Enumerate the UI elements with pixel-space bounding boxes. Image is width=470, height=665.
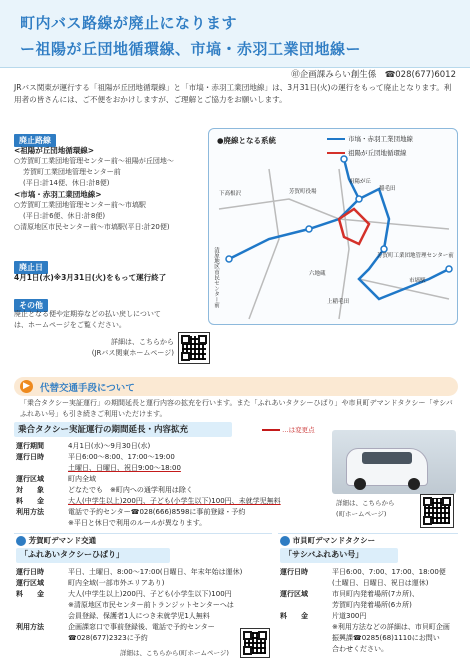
- map-place-3: 市塙駅: [409, 278, 426, 284]
- route2-title: <市塙・赤羽工業団地線>: [14, 190, 102, 199]
- taxi-row-key: 運行期間: [16, 442, 44, 450]
- hibari-caption-text: 芳賀町デマンド交通: [28, 536, 97, 545]
- sashiba-row-value: (土曜日、日曜日、祝日は運休): [332, 579, 429, 587]
- legend-item-1: 市塙・赤羽工業団地線: [348, 135, 413, 143]
- other-label: その他: [14, 299, 48, 312]
- taxi-row-key: 料 金: [16, 497, 44, 505]
- route1-line-a: ○芳賀町工業団地管理センター前〜祖陽が丘団地〜: [14, 157, 174, 165]
- other-detail: [88, 337, 174, 359]
- change-note-text: …は変更点: [282, 426, 315, 434]
- sashiba-row-key: 運行日時: [280, 568, 308, 576]
- hibari-row-value: 大人(中学生以上)200円、子ども(小学生以下)100円: [68, 590, 232, 598]
- taxi-row-value: 大人(中学生以上)200円、子ども(小学生以下)100円、未就学児無料: [68, 497, 281, 505]
- taxi-photo: [332, 430, 456, 494]
- sashiba-row-key: 料 金: [280, 612, 308, 620]
- alt-transport-text: 「乗合タクシー実証運行」の期間延長と運行内容の拡充を行います。また「ふれあいタクシーひばり」や市貝町デマンドタクシー「サシバふれあい号」も引き続きご利用いただけます。: [20, 399, 453, 418]
- hibari-qr-code[interactable]: [240, 628, 270, 658]
- town-hp-qr-code[interactable]: [420, 494, 454, 528]
- bus-icon: ▶: [20, 380, 33, 393]
- sashiba-row-key: 運行区域: [280, 590, 308, 598]
- header-banner: [0, 0, 470, 68]
- taxi-row-value: 4月1日(水)〜9月30日(水): [68, 442, 151, 450]
- taxi-row-key: 運行区域: [16, 475, 44, 483]
- map-place-9: 上稲毛田: [327, 299, 350, 305]
- hibari-row-key: 料 金: [16, 590, 44, 598]
- route-map: [208, 128, 458, 325]
- taxi-trial-title: 乗合タクシー実証運行の期間延長・内容拡充: [14, 422, 232, 437]
- jr-bus-qr-code[interactable]: [178, 332, 210, 364]
- other-text: 廃止となる便や定期券などの払い戻しについては、ホームページをご覧ください。: [14, 310, 161, 329]
- map-place-1: 清原地区市民センター前: [213, 247, 219, 308]
- sashiba-title: 「サシバふれあい号」: [280, 548, 398, 563]
- hibari-row-key: 運行日時: [16, 568, 44, 576]
- hibari-row-value: ☎028(677)2323に予約: [68, 634, 148, 642]
- alt-transport-section-bar: [14, 377, 458, 396]
- taxi-row-value: 電話で予約センター☎028(666)8598に事前登録・予約: [68, 508, 246, 516]
- hibari-row-key: 運行区域: [16, 579, 44, 587]
- intro-text: JRバス関東が運行する「祖陽が丘団地循環線」と「市塙・赤羽工業団地線」は、3月31日(火)の運行をもって廃止となります。利用者の皆さんには、ご不便をおかけしますが、ご理解とご協力をお願いします。: [14, 83, 452, 104]
- department-contact: ㊞企画課みらい創生係 ☎028(677)6012: [291, 70, 456, 80]
- taxi-row-key: 運行日時: [16, 453, 44, 461]
- route1-title: <祖陽が丘団地循環線>: [14, 146, 95, 155]
- abolished-routes-label: 廃止路線: [14, 134, 56, 147]
- taxi-detail-line1: 詳細は、こちらから: [336, 499, 395, 507]
- taxi-row-value: ※平日と休日で利用のルールが異なります。: [68, 519, 207, 527]
- map-title: ●廃線となる系統: [217, 136, 277, 145]
- hibari-row-value: ※清原地区市民センター前トランジットセンターへは: [68, 601, 234, 609]
- taxi-row-key: 利用方法: [16, 508, 44, 516]
- taxi-row-value: 町内全域: [68, 475, 96, 483]
- legend-item-2: 祖陽が丘団地循環線: [348, 149, 407, 157]
- sashiba-row-value: 振興課☎0285(68)1110にお問い: [332, 634, 440, 642]
- hibari-row-value: 企画課窓口で事前登録後、電話で予約センター: [68, 623, 215, 631]
- hibari-row-value: 会員登録、保護者1人につき未就学児1人無料: [68, 612, 210, 620]
- other-detail-line1: 詳細は、こちらから: [111, 338, 174, 346]
- route2-line-c: ○清原地区市民センター前〜市塙駅(平日:計20便): [14, 223, 170, 231]
- alt-transport-title: 代替交通手段について: [40, 383, 135, 394]
- hibari-row-key: 利用方法: [16, 623, 44, 631]
- taxi-row-value: 平日6:00〜8:00、17:00〜19:00: [68, 453, 175, 461]
- route1-frequency: (平日:計14便、休日:計8便): [23, 179, 110, 187]
- sashiba-row-value: 合わせください。: [332, 645, 388, 653]
- map-place-2: 芳賀町工業団地管理センター前: [377, 253, 454, 259]
- taxi-detail: [336, 498, 395, 520]
- map-place-7: 芳賀町役場: [289, 189, 317, 195]
- page-title: 町内バス路線が廃止になります: [20, 14, 238, 32]
- abolish-date-text: 4月1日(水)※3月31日(火)をもって運行終了: [14, 273, 167, 282]
- hibari-row-value: 平日、土曜日、8:00〜17:00(日曜日、年末年始は運休): [68, 568, 243, 576]
- map-place-8: 下高根沢: [219, 191, 242, 197]
- abolish-date-label: 廃止日: [14, 261, 48, 274]
- taxi-row-key: 対 象: [16, 486, 44, 494]
- other-detail-link[interactable]: (JRバス関東ホームページ): [91, 349, 174, 357]
- page-subtitle: ー祖陽が丘団地循環線、市塙・赤羽工業団地線ー: [20, 40, 362, 58]
- hibari-row-value: 町内全域(一部市外エリアあり): [68, 579, 165, 587]
- sashiba-row-value: ※利用方法などの詳細は、市貝町企画: [332, 623, 450, 631]
- taxi-detail-link[interactable]: (町ホームページ): [336, 510, 387, 518]
- sashiba-row-value: 平日6:00、7:00、17:00、18:00便: [332, 568, 446, 576]
- sashiba-caption-text: 市貝町デマンドタクシー: [292, 536, 376, 545]
- map-place-6: 稲毛田: [379, 186, 396, 192]
- taxi-row-value: どなたでも ※町内への通学利用は除く: [68, 486, 193, 494]
- sashiba-caption: [280, 535, 375, 546]
- hibari-caption: [16, 535, 96, 546]
- map-place-4: 祖陽が丘: [349, 179, 372, 185]
- taxi-row-value: 土曜日、日曜日、祝日9:00〜18:00: [68, 464, 181, 472]
- hibari-title: 「ふれあいタクシーひばり」: [16, 548, 170, 563]
- map-place-5: 六地蔵: [309, 271, 326, 277]
- hibari-detail-link[interactable]: 詳細は、こちらから(町ホームページ): [120, 649, 229, 657]
- change-note: [262, 425, 315, 434]
- sashiba-row-value: 芳賀町内発着場所(6カ所): [332, 601, 412, 609]
- route2-frequency: (平日:計6便、休日:計8便): [23, 212, 106, 220]
- abolished-routes-list: [14, 145, 208, 233]
- sashiba-row-value: 市貝町内発着場所(7カ所)、: [332, 590, 419, 598]
- route2-line-a: ○芳賀町工業団地管理センター前〜市塙駅: [14, 201, 146, 209]
- route1-line-b: 芳賀町工業団地管理センター前: [23, 168, 121, 176]
- sashiba-row-value: 片道300円: [332, 612, 367, 620]
